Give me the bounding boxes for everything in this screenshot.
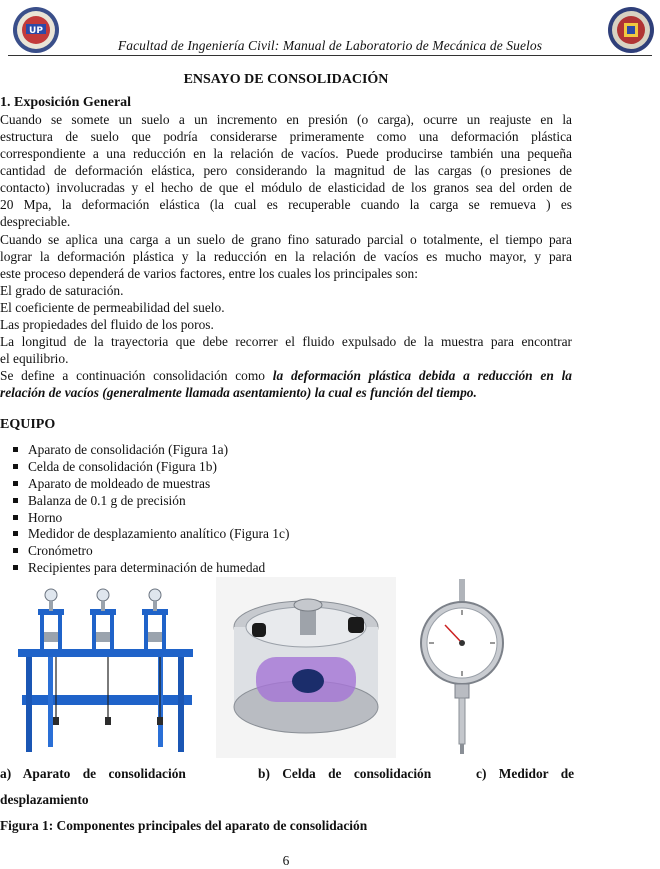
square-bullet-icon bbox=[13, 498, 18, 503]
para2-line: Cuando se aplica una carga a un suelo de grano fino saturado parcial o totalmente, el tiempo para bbox=[0, 232, 572, 247]
para1-line: despreciable. bbox=[0, 214, 71, 229]
para1-line: 20 Mpa, la deformación elástica (la cual es recuperable cuando la carga se remueva ) es bbox=[0, 197, 572, 212]
equipment-item: Aparato de consolidación (Figura 1a) bbox=[12, 442, 289, 459]
figure-caption: Figura 1: Componentes principales del aparato de consolidación bbox=[0, 818, 368, 833]
equipment-item: Recipientes para determinación de humedad bbox=[12, 560, 289, 577]
factor-item: Las propiedades del fluido de los poros. bbox=[0, 317, 214, 332]
document-title: ENSAYO DE CONSOLIDACIÓN bbox=[183, 72, 389, 87]
equipment-item: Medidor de desplazamiento analítico (Figura 1c) bbox=[12, 526, 289, 543]
factor-item: El grado de saturación. bbox=[0, 283, 124, 298]
equipment-item: Celda de consolidación (Figura 1b) bbox=[12, 459, 289, 476]
para1-line: contacto) involucradas y el hecho de que el módulo de elasticidad de los granos sea del orden de bbox=[0, 180, 572, 195]
para3-line: La longitud de la trayectoria que debe recorrer el fluido expulsado de la muestra para encontrar bbox=[0, 334, 572, 349]
caption-b: b) Celda de consolidación bbox=[258, 766, 432, 781]
caption-a: a) Aparato de consolidación bbox=[0, 766, 186, 781]
equipment-item: Balanza de 0.1 g de precisión bbox=[12, 493, 289, 510]
para1-line: correspondiente a una reducción en la relación de vacíos. Puede producirse también una pequeña bbox=[0, 146, 572, 161]
faculty-seal-icon bbox=[607, 6, 655, 54]
caption-c-continued: desplazamiento bbox=[0, 792, 89, 807]
consolidation-apparatus-image bbox=[8, 577, 205, 758]
square-bullet-icon bbox=[13, 531, 18, 536]
caption-c: c) Medidor de bbox=[476, 766, 575, 781]
square-bullet-icon bbox=[13, 548, 18, 553]
para2-line: lograr la deformación plástica y la reducción en la relación de vacíos es mucho mayor, y para bbox=[0, 249, 572, 264]
square-bullet-icon bbox=[13, 565, 18, 570]
header-title: Facultad de Ingeniería Civil: Manual de Laboratorio de Mecánica de Suelos bbox=[117, 38, 543, 53]
definition-emphasis: la deformación plástica debida a reducción en la bbox=[272, 368, 572, 383]
para2-line: este proceso dependerá de varios factores, entre los cuales los principales son: bbox=[0, 266, 418, 281]
square-bullet-icon bbox=[13, 447, 18, 452]
para1-line: Cuando se somete un suelo a un incremento en presión (o carga), ocurre un reajuste en la bbox=[0, 112, 572, 127]
definition-prefix: Se define a continuación consolidación como bbox=[0, 368, 273, 383]
equipment-item: Horno bbox=[12, 510, 289, 527]
equipo-heading: EQUIPO bbox=[0, 417, 56, 432]
para1-line: cantidad de deformación elástica, pero considerando la magnitud de las cargas (o presiones de bbox=[0, 163, 572, 178]
dial-gauge-image bbox=[415, 577, 510, 758]
square-bullet-icon bbox=[13, 481, 18, 486]
definition-emphasis-line2: relación de vacíos (generalmente llamada asentamiento) la cual es función del tiempo. bbox=[0, 385, 477, 400]
equipment-item: Cronómetro bbox=[12, 543, 289, 560]
square-bullet-icon bbox=[13, 515, 18, 520]
definition-line bbox=[0, 368, 572, 385]
consolidation-cell-image bbox=[216, 577, 396, 758]
square-bullet-icon bbox=[13, 464, 18, 469]
page-number: 6 bbox=[282, 853, 290, 868]
para3-line: el equilibrio. bbox=[0, 351, 69, 366]
svg-text:UP: UP bbox=[29, 26, 43, 36]
header-rule bbox=[8, 55, 652, 56]
para1-line: estructura de suelo que podría considerarse primeramente como una deformación plástica bbox=[0, 129, 572, 144]
factor-item: El coeficiente de permeabilidad del suelo. bbox=[0, 300, 225, 315]
equipment-item: Aparato de moldeado de muestras bbox=[12, 476, 289, 493]
page-header bbox=[0, 0, 660, 62]
section-heading: 1. Exposición General bbox=[0, 95, 132, 110]
equipment-list bbox=[12, 442, 289, 577]
